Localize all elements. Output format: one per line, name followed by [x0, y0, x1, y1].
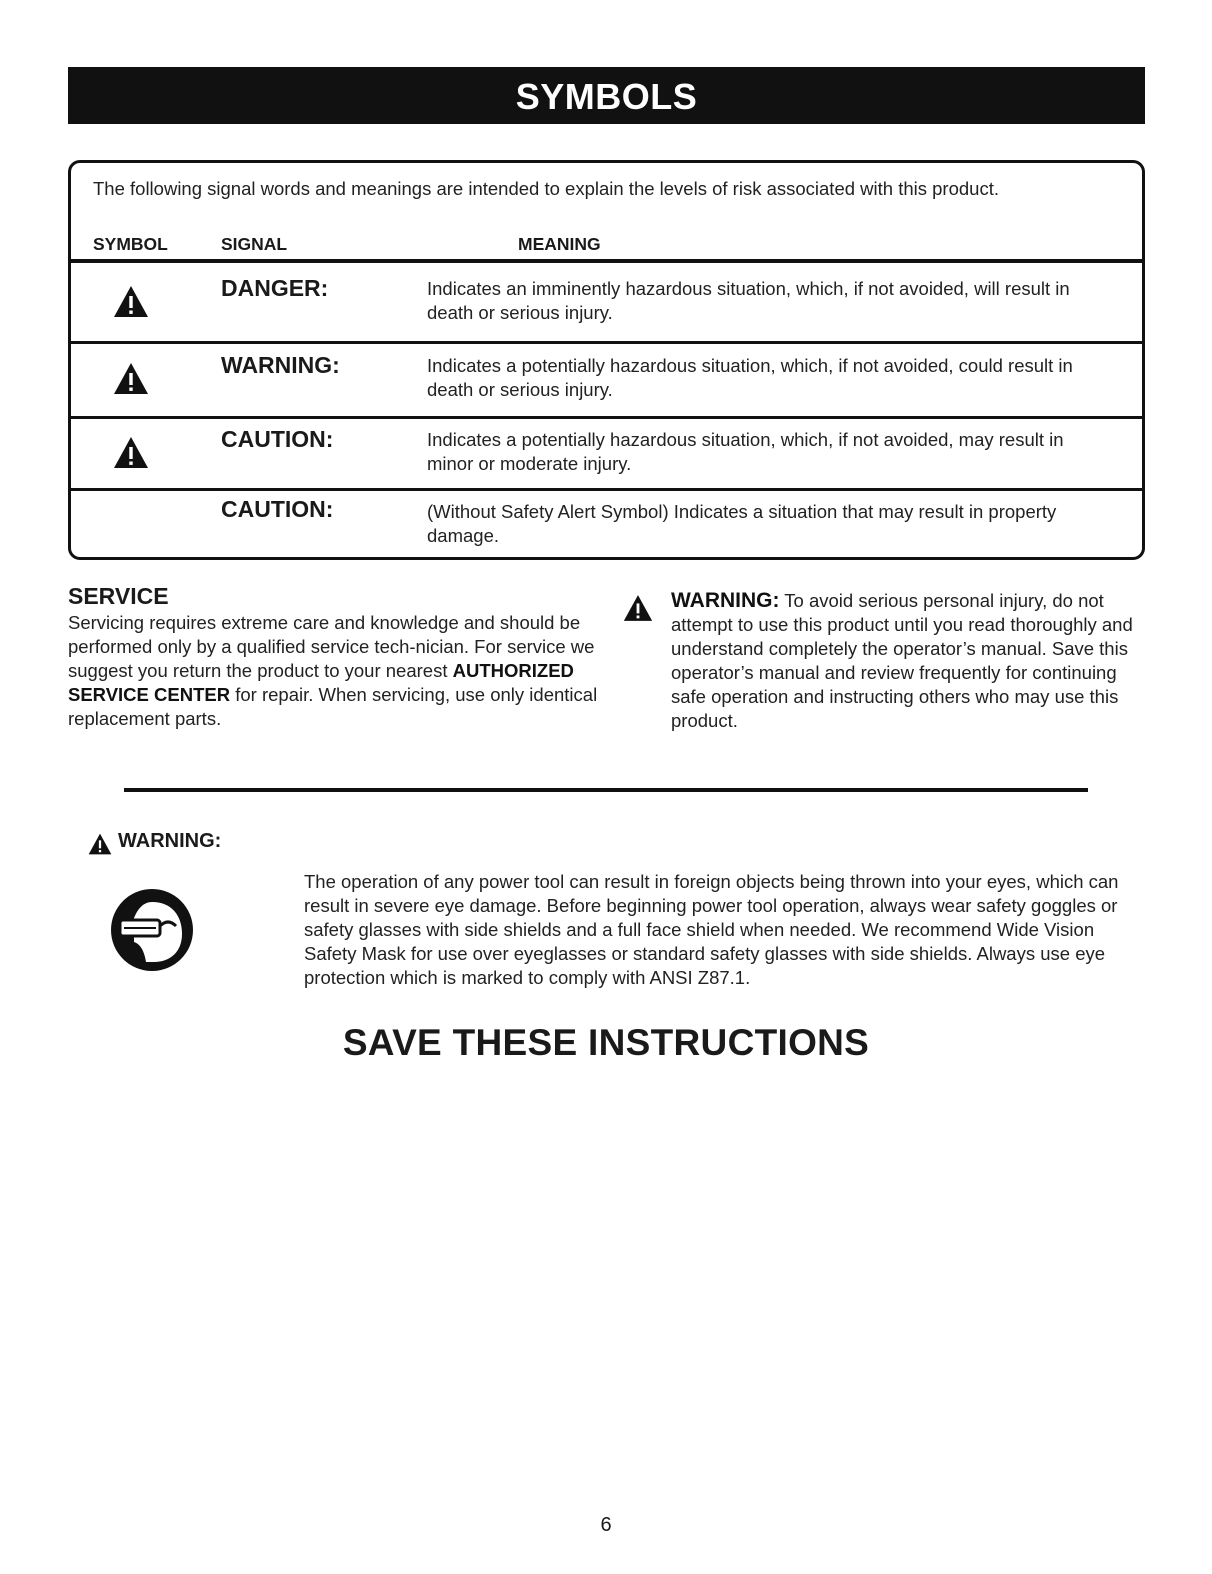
service-heading: SERVICE — [68, 583, 169, 609]
manual-warning-label: WARNING: — [671, 589, 780, 612]
service-paragraph — [68, 611, 598, 731]
safety-alert-triangle-icon — [113, 436, 149, 469]
safety-alert-triangle-icon — [623, 594, 653, 622]
page-number: 6 — [600, 1514, 612, 1536]
safety-alert-triangle-icon — [113, 362, 149, 395]
signal-meaning: Indicates a potentially hazardous situation, which, if not avoided, could result in death or serious injury. — [427, 355, 1073, 400]
authorized-service-center: AUTHORIZED SERVICE CENTER — [68, 660, 574, 705]
manual-warning-paragraph — [671, 589, 1141, 733]
safety-alert-triangle-icon — [88, 833, 112, 855]
signal-meaning: Indicates an imminently hazardous situation, which, if not avoided, will result in death or serious injury. — [427, 278, 1070, 323]
service-text-start: Servicing requires extreme care and knowledge and should be performed only by a qualified service tech-nician. For service we suggest you return the product to your nearest — [68, 612, 595, 681]
page-banner-title: SYMBOLS — [68, 67, 1145, 124]
signal-word: CAUTION: — [221, 426, 334, 452]
manual-warning-text: To avoid serious personal injury, do not attempt to use this product until you read thoroughly and understand completely the operator’s manual. Save this operator’s manual and review frequently for continuing safe operation and instructing others who may use this product. — [671, 590, 1133, 731]
safety-alert-triangle-icon — [113, 285, 149, 318]
symbols-table — [68, 160, 1145, 560]
eye-warning-label: WARNING: — [118, 830, 222, 852]
table-row-danger — [71, 263, 1142, 343]
signal-word: DANGER: — [221, 275, 329, 301]
signal-word: CAUTION: — [221, 496, 334, 522]
header-symbol: SYMBOL — [93, 234, 168, 254]
table-row-caution-property — [71, 486, 1142, 556]
service-text-end: for repair. When servicing, use only identical replacement parts. — [68, 684, 598, 729]
signal-meaning: (Without Safety Alert Symbol) Indicates a situation that may result in property damage. — [427, 501, 1057, 546]
save-instructions-heading: SAVE THESE INSTRUCTIONS — [342, 1022, 870, 1063]
signal-word: WARNING: — [221, 352, 340, 378]
eye-warning-paragraph: The operation of any power tool can result in foreign objects being thrown into your eyes, which can result in severe eye damage. Before beginning power tool operation, always wear safety goggles or safety glasses with side shields and a full face shield when needed. We recommend Wide Vision Safety Mask for use over eyeglasses or standard safety glasses with side shields. Always use eye protection which is marked to comply with ANSI Z87.1. — [304, 871, 1119, 988]
symbols-intro: The following signal words and meanings are intended to explain the levels of risk associated with this product. — [93, 178, 999, 199]
table-row-caution — [71, 414, 1142, 488]
section-divider — [124, 788, 1088, 792]
safety-goggles-icon — [110, 888, 194, 972]
signal-meaning: Indicates a potentially hazardous situation, which, if not avoided, may result in minor or moderate injury. — [427, 429, 1064, 474]
table-row-warning — [71, 340, 1142, 416]
header-meaning: MEANING — [518, 234, 601, 254]
header-signal: SIGNAL — [221, 234, 288, 254]
